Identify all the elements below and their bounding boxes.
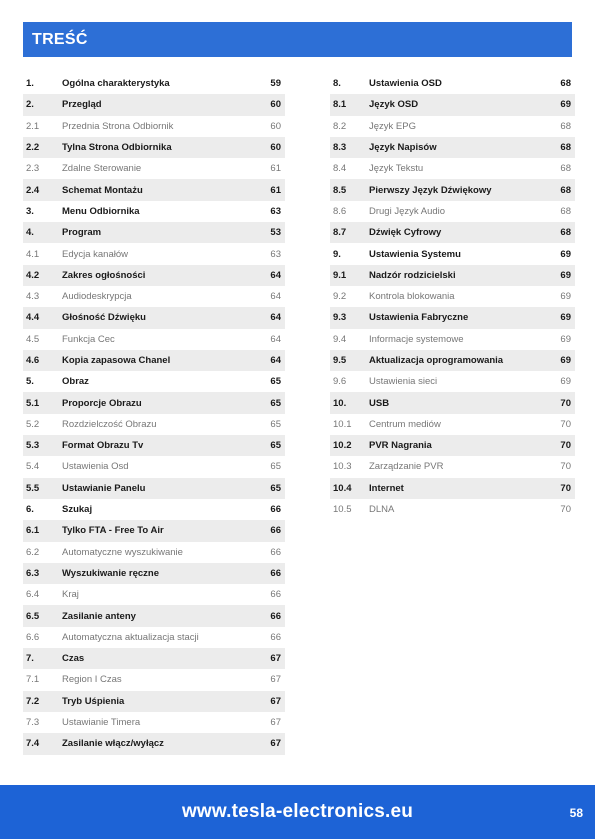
toc-entry-number: 2.3 [26, 163, 40, 175]
toc-entry[interactable] [23, 350, 285, 371]
toc-entry[interactable] [330, 94, 575, 115]
toc-entry[interactable] [23, 73, 285, 94]
toc-entry-number: 2.4 [26, 184, 40, 196]
toc-entry-title: Ustawienia Fabryczne [369, 312, 469, 324]
toc-entry-title: Obraz [62, 376, 89, 388]
toc-left-column [23, 73, 285, 755]
toc-entry-page: 66 [270, 525, 281, 537]
toc-entry-title: Automatyczne wyszukiwanie [62, 546, 183, 558]
toc-entry-page: 68 [560, 184, 571, 196]
toc-entry-number: 7.4 [26, 738, 40, 750]
toc-entry[interactable] [23, 691, 285, 712]
toc-entry-title: Menu Odbiornika [62, 205, 140, 217]
toc-entry-page: 64 [270, 333, 281, 345]
toc-entry[interactable] [330, 265, 575, 286]
toc-entry-title: Proporcje Obrazu [62, 397, 142, 409]
toc-entry-number: 3. [26, 205, 34, 217]
toc-entry[interactable] [330, 222, 575, 243]
toc-entry[interactable] [23, 201, 285, 222]
toc-entry[interactable] [23, 116, 285, 137]
toc-entry[interactable] [23, 542, 285, 563]
toc-entry-title: Ustawienia Systemu [369, 248, 461, 260]
toc-entry[interactable] [330, 414, 575, 435]
toc-entry[interactable] [23, 584, 285, 605]
toc-entry[interactable] [330, 243, 575, 264]
toc-entry-page: 65 [270, 482, 281, 494]
toc-entry-title: Aktualizacja oprogramowania [369, 355, 504, 366]
toc-entry-page: 70 [560, 397, 571, 409]
toc-entry-page: 70 [560, 504, 571, 516]
toc-entry[interactable] [23, 371, 285, 392]
toc-entry-number: 9.6 [333, 376, 347, 388]
toc-entry-page: 67 [270, 717, 281, 729]
toc-entry-title: Ustawianie Panelu [62, 482, 146, 494]
toc-entry-page: 65 [270, 418, 281, 430]
toc-entry[interactable] [23, 243, 285, 264]
toc-entry-title: DLNA [369, 504, 395, 516]
toc-entry-page: 66 [270, 610, 281, 622]
toc-entry-page: 69 [560, 291, 571, 303]
toc-entry[interactable] [23, 669, 285, 690]
toc-entry-page: 65 [270, 440, 281, 452]
toc-entry-page: 66 [270, 504, 281, 516]
toc-entry[interactable] [23, 520, 285, 541]
toc-entry[interactable] [23, 627, 285, 648]
toc-entry-title: Ogólna charakterystyka [62, 78, 170, 90]
toc-entry-page: 60 [270, 142, 281, 154]
footer-page-number: 58 [569, 806, 583, 820]
toc-entry-number: 8.5 [333, 184, 347, 196]
toc-entry[interactable] [23, 563, 285, 584]
toc-entry[interactable] [330, 329, 575, 350]
toc-entry-title: Format Obrazu Tv [62, 440, 144, 452]
toc-entry-number: 8.4 [333, 163, 347, 175]
toc-entry-number: 6. [26, 504, 34, 516]
toc-entry-title: Schemat Montażu [62, 184, 143, 196]
toc-entry-page: 69 [560, 333, 571, 345]
toc-entry-number: 4.4 [26, 312, 40, 324]
toc-entry-number: 4.2 [26, 269, 40, 281]
toc-entry[interactable] [330, 73, 575, 94]
toc-entry-title: Nadzór rodzicielski [369, 269, 456, 281]
toc-entry-title: Edycja kanałów [62, 248, 129, 260]
toc-entry[interactable] [330, 392, 575, 413]
toc-entry-title: Tryb Uśpienia [62, 695, 125, 707]
toc-entry[interactable] [23, 222, 285, 243]
toc-entry-number: 9. [333, 248, 341, 260]
toc-entry-number: 10.3 [333, 461, 352, 473]
toc-entry-page: 69 [560, 99, 571, 111]
toc-entry-page: 63 [270, 205, 281, 217]
toc-entry-title: Region I Czas [62, 674, 122, 686]
toc-entry[interactable] [23, 478, 285, 499]
toc-entry-number: 7.1 [26, 674, 40, 686]
toc-entry-title: Pierwszy Język Dźwiękowy [369, 184, 492, 196]
toc-entry-number: 8.3 [333, 142, 347, 154]
toc-entry[interactable] [330, 478, 575, 499]
toc-entry-page: 68 [560, 163, 571, 175]
toc-entry-page: 68 [560, 227, 571, 239]
toc-header-bar [23, 22, 572, 57]
toc-entry-page: 69 [560, 376, 571, 388]
toc-entry[interactable] [23, 435, 285, 456]
toc-entry-title: Zakres ogłośności [62, 269, 146, 281]
toc-entry[interactable] [330, 456, 575, 477]
toc-entry-number: 4. [26, 227, 34, 239]
toc-entry-title: Ustawienia sieci [369, 376, 438, 388]
toc-entry-number: 5. [26, 376, 34, 388]
toc-entry-title: Zasilanie włącz/wyłącz [62, 738, 164, 750]
toc-entry[interactable] [330, 435, 575, 456]
toc-entry[interactable] [23, 733, 285, 754]
toc-entry-title: Zarządzanie PVR [369, 461, 444, 473]
toc-entry-number: 6.6 [26, 631, 40, 643]
toc-entry-number: 4.6 [26, 355, 40, 366]
toc-entry-title: Język EPG [369, 120, 416, 132]
toc-entry[interactable] [23, 712, 285, 733]
toc-entry-page: 60 [270, 99, 281, 111]
toc-entry-page: 70 [560, 461, 571, 473]
toc-entry-number: 8.1 [333, 99, 347, 111]
toc-entry-number: 6.2 [26, 546, 40, 558]
toc-entry-number: 10. [333, 397, 347, 409]
toc-entry[interactable] [330, 137, 575, 158]
toc-entry-number: 6.1 [26, 525, 40, 537]
toc-entry-page: 64 [270, 291, 281, 303]
toc-entry-page: 66 [270, 546, 281, 558]
toc-entry-number: 8. [333, 78, 341, 90]
toc-entry-number: 9.2 [333, 291, 347, 303]
toc-entry-page: 63 [270, 248, 281, 260]
toc-entry-number: 2.1 [26, 120, 40, 132]
toc-entry-title: Głośność Dźwięku [62, 312, 146, 324]
toc-entry-title: Kraj [62, 589, 79, 601]
toc-entry-number: 5.1 [26, 397, 40, 409]
toc-entry-title: Ustawianie Timera [62, 717, 141, 729]
toc-entry-title: Ustawienia OSD [369, 78, 442, 90]
toc-entry[interactable] [330, 201, 575, 222]
toc-entry-number: 10.2 [333, 440, 352, 452]
toc-entry-number: 2.2 [26, 142, 40, 154]
toc-entry-number: 4.5 [26, 333, 40, 345]
toc-entry-page: 68 [560, 120, 571, 132]
toc-entry-page: 59 [270, 78, 281, 90]
toc-entry-page: 67 [270, 695, 281, 707]
toc-entry-number: 7. [26, 653, 34, 665]
toc-entry[interactable] [330, 116, 575, 137]
toc-entry-page: 70 [560, 418, 571, 430]
toc-entry-title: Drugi Język Audio [369, 205, 446, 217]
toc-entry-page: 53 [270, 227, 281, 239]
toc-entry-title: Rozdzielczość Obrazu [62, 418, 157, 430]
toc-entry-title: USB [369, 397, 390, 409]
toc-entry-page: 66 [270, 631, 281, 643]
toc-entry[interactable] [23, 329, 285, 350]
toc-entry-title: Automatyczna aktualizacja stacji [62, 631, 199, 643]
toc-entry-number: 4.1 [26, 248, 40, 260]
toc-entry[interactable] [330, 179, 575, 200]
toc-entry-title: Dźwięk Cyfrowy [369, 227, 442, 239]
toc-entry-number: 6.4 [26, 589, 40, 601]
toc-entry-page: 70 [560, 440, 571, 452]
toc-entry-page: 64 [270, 312, 281, 324]
toc-entry-title: Program [62, 227, 102, 239]
toc-entry-page: 69 [560, 248, 571, 260]
toc-entry[interactable] [23, 307, 285, 328]
toc-entry[interactable] [23, 392, 285, 413]
toc-entry-page: 64 [270, 355, 281, 366]
toc-entry[interactable] [330, 307, 575, 328]
toc-entry[interactable] [23, 94, 285, 115]
toc-entry-page: 61 [270, 184, 281, 196]
toc-entry[interactable] [23, 456, 285, 477]
toc-entry-number: 6.3 [26, 567, 40, 579]
toc-entry-number: 8.7 [333, 227, 347, 239]
toc-entry-title: Przednia Strona Odbiornik [62, 120, 174, 132]
toc-entry-number: 5.3 [26, 440, 40, 452]
toc-entry-number: 7.2 [26, 695, 40, 707]
toc-entry-title: Tylko FTA - Free To Air [62, 525, 164, 537]
toc-entry[interactable] [23, 158, 285, 179]
toc-entry-page: 70 [560, 482, 571, 494]
toc-entry-number: 8.6 [333, 205, 347, 217]
toc-entry-title: Kontrola blokowania [369, 291, 455, 303]
toc-entry-page: 65 [270, 461, 281, 473]
toc-entry-page: 68 [560, 142, 571, 154]
toc-entry[interactable] [23, 179, 285, 200]
toc-entry[interactable] [23, 499, 285, 520]
toc-entry[interactable] [330, 286, 575, 307]
toc-entry-number: 9.1 [333, 269, 347, 281]
toc-entry-title: Centrum mediów [369, 418, 441, 430]
toc-entry-page: 67 [270, 738, 281, 750]
toc-entry-number: 5.2 [26, 418, 40, 430]
toc-entry-page: 66 [270, 567, 281, 579]
toc-entry-number: 10.4 [333, 482, 352, 494]
toc-entry-title: Kopia zapasowa Chanel [62, 355, 171, 366]
toc-entry-title: Język Napisów [369, 142, 437, 154]
toc-entry-page: 61 [270, 163, 281, 175]
toc-entry-title: Język OSD [369, 99, 419, 111]
toc-entry-number: 2. [26, 99, 34, 111]
toc-entry-title: Informacje systemowe [369, 333, 464, 345]
footer-bar [0, 785, 595, 839]
toc-entry-title: PVR Nagrania [369, 440, 432, 452]
toc-entry-number: 9.3 [333, 312, 347, 324]
toc-entry[interactable] [330, 499, 575, 520]
toc-entry-page: 65 [270, 376, 281, 388]
toc-entry-number: 5.4 [26, 461, 40, 473]
toc-entry-number: 8.2 [333, 120, 347, 132]
toc-entry-page: 66 [270, 589, 281, 601]
toc-entry-page: 68 [560, 78, 571, 90]
toc-entry-title: Zdalne Sterowanie [62, 163, 142, 175]
toc-entry-title: Przegląd [62, 99, 102, 111]
toc-entry[interactable] [23, 414, 285, 435]
toc-entry-page: 60 [270, 120, 281, 132]
toc-entry-title: Szukaj [62, 504, 93, 516]
toc-entry-title: Funkcja Cec [62, 333, 115, 345]
toc-entry-number: 9.4 [333, 333, 347, 345]
toc-entry-number: 10.1 [333, 418, 352, 430]
toc-entry[interactable] [23, 286, 285, 307]
toc-entry-title: Język Tekstu [369, 163, 424, 175]
toc-entry-title: Zasilanie anteny [62, 610, 136, 622]
toc-entry[interactable] [23, 605, 285, 626]
toc-entry-page: 69 [560, 269, 571, 281]
toc-entry-page: 64 [270, 269, 281, 281]
toc-entry-page: 69 [560, 312, 571, 324]
toc-entry-number: 1. [26, 78, 34, 90]
toc-entry-title: Tylna Strona Odbiornika [62, 142, 172, 154]
toc-heading: TREŚĆ [32, 31, 88, 48]
toc-entry[interactable] [23, 137, 285, 158]
toc-entry[interactable] [23, 648, 285, 669]
toc-entry[interactable] [23, 265, 285, 286]
toc-entry-title: Ustawienia Osd [62, 461, 129, 473]
toc-entry[interactable] [330, 350, 575, 371]
toc-entry-page: 67 [270, 674, 281, 686]
toc-right-column [330, 73, 575, 520]
toc-entry-number: 5.5 [26, 482, 40, 494]
toc-entry-page: 65 [270, 397, 281, 409]
toc-entry[interactable] [330, 158, 575, 179]
toc-entry-number: 4.3 [26, 291, 40, 303]
toc-entry-title: Wyszukiwanie ręczne [62, 567, 159, 579]
toc-entry-page: 69 [560, 355, 571, 366]
toc-entry-page: 68 [560, 205, 571, 217]
toc-entry[interactable] [330, 371, 575, 392]
toc-entry-number: 7.3 [26, 717, 40, 729]
toc-entry-page: 67 [270, 653, 281, 665]
toc-entry-number: 6.5 [26, 610, 40, 622]
toc-entry-title: Internet [369, 482, 404, 494]
toc-entry-number: 9.5 [333, 355, 347, 366]
footer-website-url[interactable]: www.tesla-electronics.eu [181, 801, 414, 822]
toc-entry-number: 10.5 [333, 504, 352, 516]
toc-entry-title: Czas [62, 653, 85, 665]
toc-entry-title: Audiodeskrypcja [62, 291, 132, 303]
